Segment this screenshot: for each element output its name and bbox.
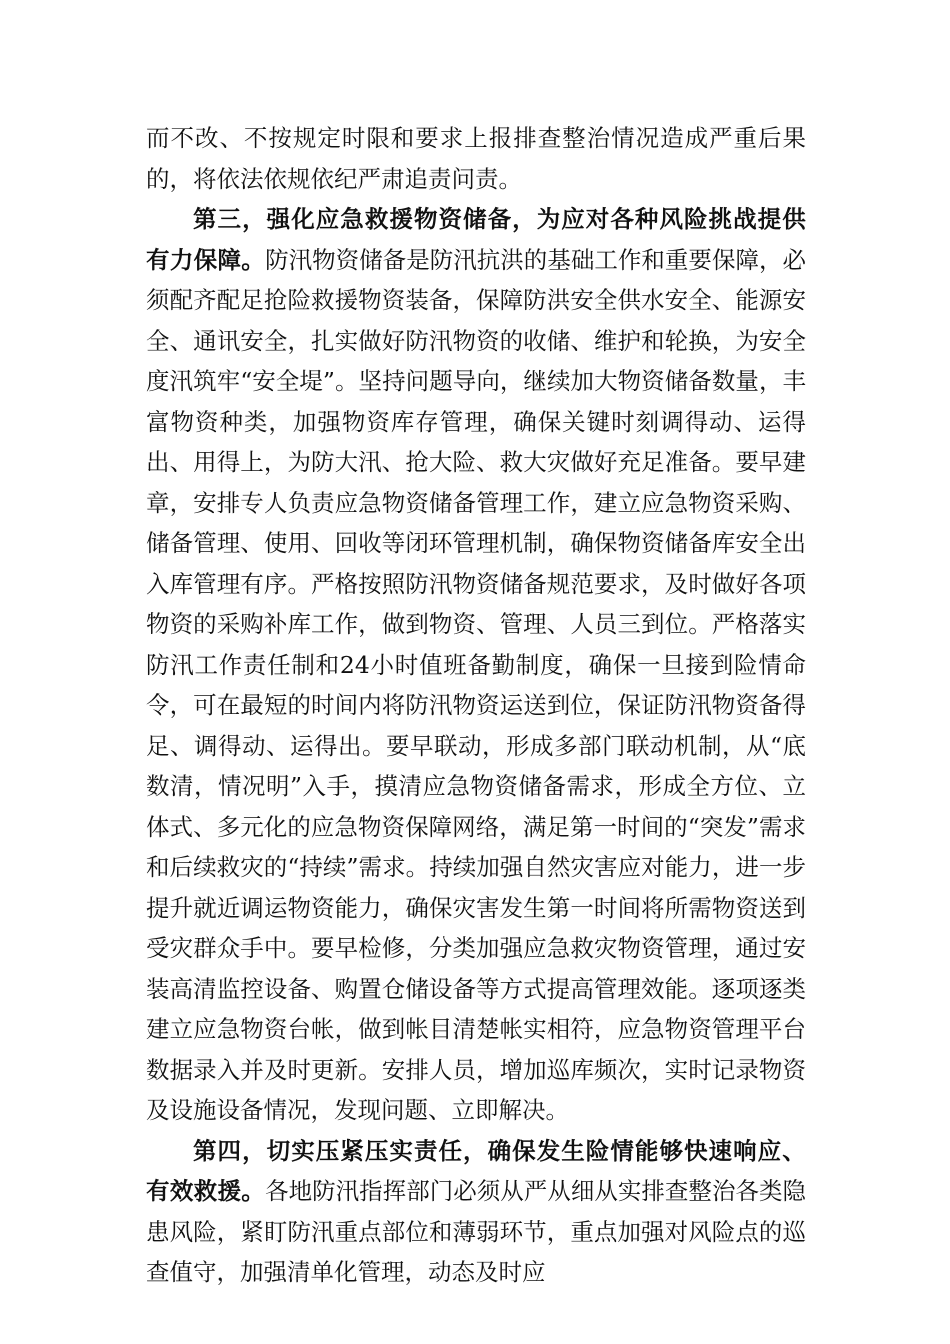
- section-four-heading: 第四，切实压紧压实责任，确保发生险情能够快速响应、有效救援。: [146, 1136, 806, 1205]
- paragraph-continuation: [146, 118, 806, 199]
- section-three-heading: 第三，强化应急救援物资储备，为应对各种风险挑战提供有力保障。: [146, 205, 806, 274]
- paragraph-section-four: [146, 1131, 806, 1293]
- section-four-body: 各地防汛指挥部门必须从严从细从实排查整治各类隐患风险，紧盯防汛重点部位和薄弱环节，重点加强对风险点的巡查值守，加强清单化管理，动态及时应: [146, 1177, 807, 1286]
- paragraph-body: 而不改、不按规定时限和要求上报排查整治情况造成严重后果的，将依法依规依纪严肃追责问责。: [146, 124, 806, 193]
- document-page: [146, 118, 806, 1293]
- section-three-body: 防汛物资储备是防汛抗洪的基础工作和重要保障，必须配齐配足抢险救援物资装备，保障防洪安全供水安全、能源安全、通讯安全，扎实做好防汛物资的收储、维护和轮换，为安全度汛筑牢“安全堤”。坚持问题导向，继续加大物资储备数量，丰富物资种类，加强物资库存管理，确保关键时刻调得动、运得出、用得上，为防大汛、抢大险、救大灾做好充足准备。要早建章，安排专人负责应急物资储备管理工作，建立应急物资采购、储备管理、使用、回收等闭环管理机制，确保物资储备库安全出入库管理有序。严格按照防汛物资储备规范要求，及时做好各项物资的采购补库工作，做到物资、管理、人员三到位。严格落实防汛工作责任制和24小时值班备勤制度，确保一旦接到险情命令，可在最短的时间内将防汛物资运送到位，保证防汛物资备得足、调得动、运得出。要早联动，形成多部门联动机制，从“底数清，情况明”入手，摸清应急物资储备需求，形成全方位、立体式、多元化的应急物资保障网络，满足第一时间的“突发”需求和后续救灾的“持续”需求。持续加强自然灾害应对能力，进一步提升就近调运物资能力，确保灾害发生第一时间将所需物资送到受灾群众手中。要早检修，分类加强应急救灾物资管理，通过安装高清监控设备、购置仓储设备等方式提高管理效能。逐项逐类建立应急物资台帐，做到帐目清楚帐实相符，应急物资管理平台数据录入并及时更新。安排人员，增加巡库频次，实时记录物资及设施设备情况，发现问题、立即解决。: [146, 245, 807, 1124]
- paragraph-section-three: [146, 199, 806, 1131]
